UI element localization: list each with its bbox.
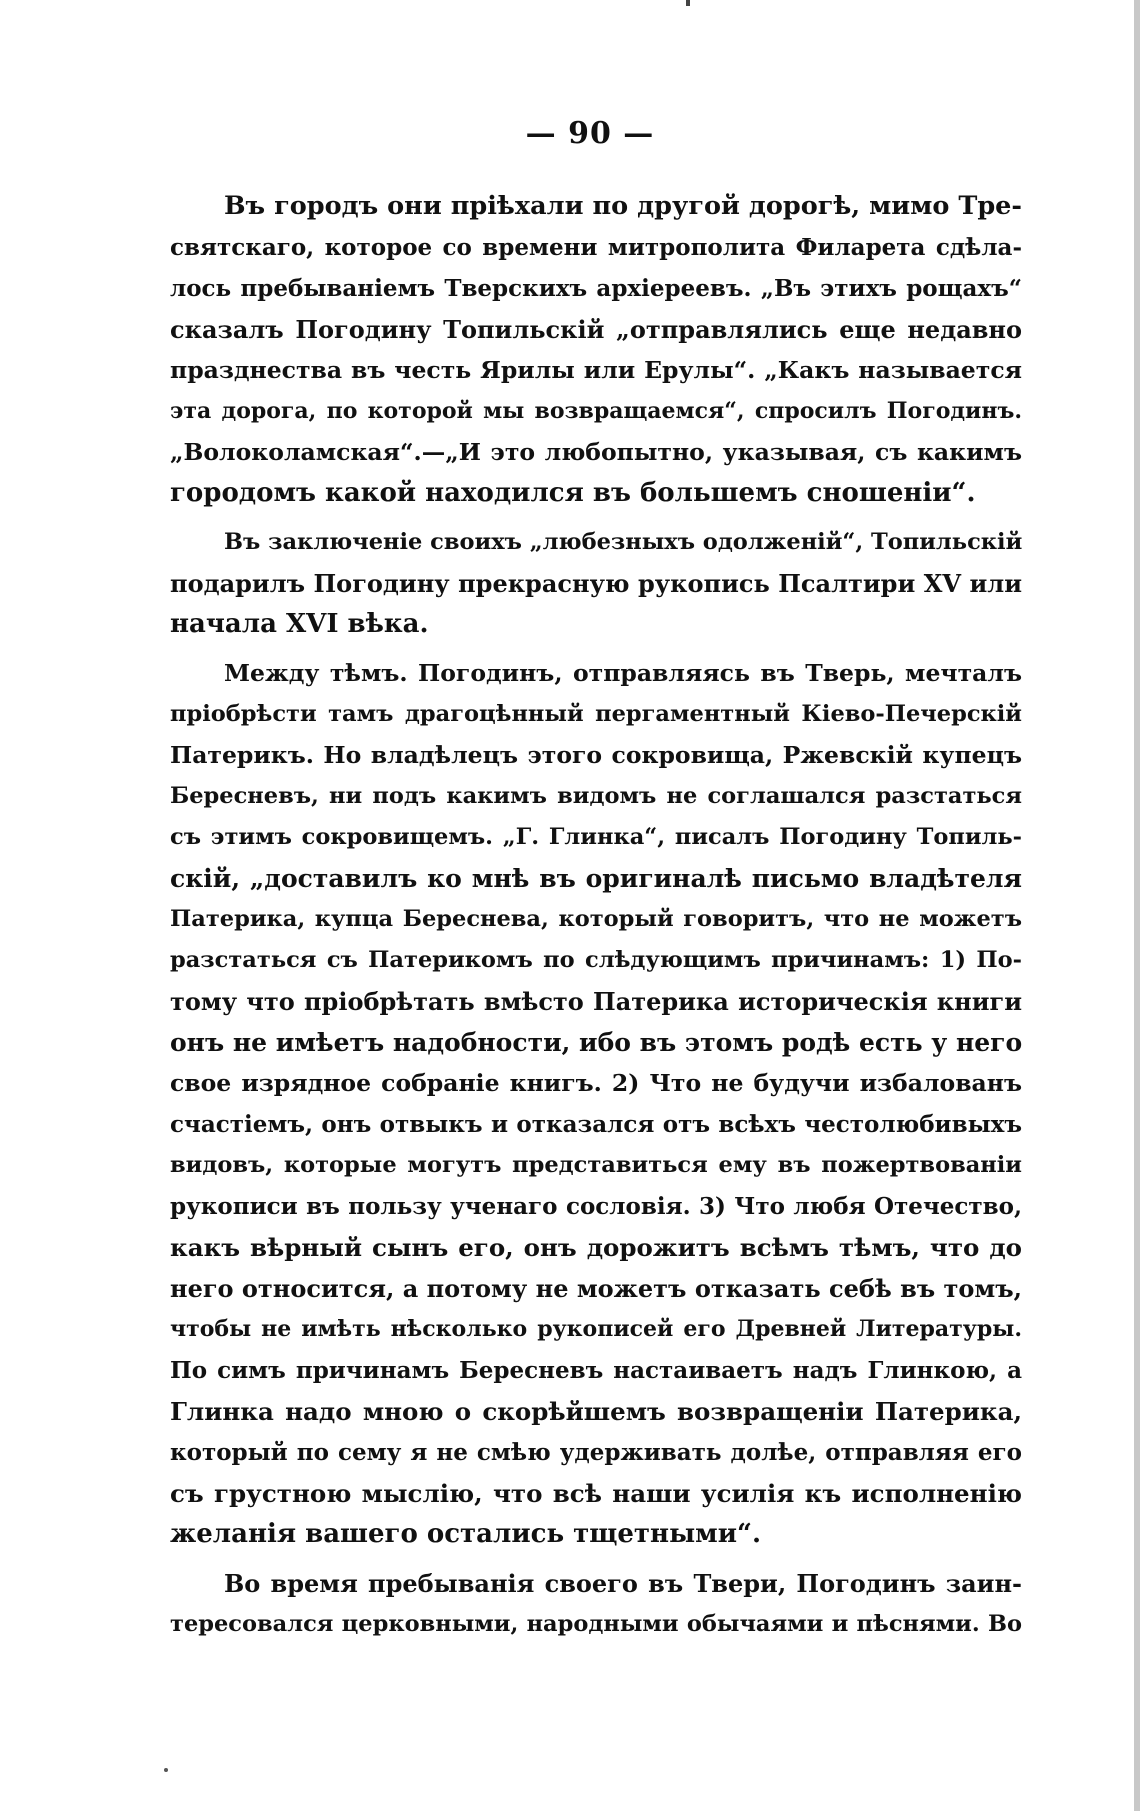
body-text <box>170 186 1022 1653</box>
text-line: скій, „доставилъ ко мнѣ въ оригиналѣ письмо владѣтеля <box>170 864 1022 893</box>
text-line: Между тѣмъ. Погодинъ, отправляясь въ Тверь, мечталъ <box>224 659 1022 687</box>
text-line: Въ заключеніе своихъ „любезныхъ одолженій“, Топильскій <box>224 529 1022 555</box>
text-line: подарилъ Погодину прекрасную рукопись Псалтири XV или <box>170 569 1022 598</box>
paragraph-3 <box>170 653 1022 1555</box>
page-edge-shadow <box>1134 0 1140 1811</box>
text-line: съ этимъ сокровищемъ. „Г. Глинка“, писалъ Погодину Топиль- <box>170 824 1022 850</box>
text-line: тому что пріобрѣтать вмѣсто Патерика историческія книги <box>170 987 1022 1016</box>
text-line: „Волоколамская“.—„И это любопытно, указывая, съ какимъ <box>170 438 1022 466</box>
text-line: Бересневъ, ни подъ какимъ видомъ не соглашался разстаться <box>170 783 1022 809</box>
text-line: разстаться съ Патерикомъ по слѣдующимъ причинамъ: 1) По- <box>170 947 1022 973</box>
text-line: желанія вашего остались тщетными“. <box>170 1519 762 1549</box>
text-line: лось пребываніемъ Тверскихъ архіереевъ. „Въ этихъ рощахъ“ <box>170 275 1022 302</box>
text-line: По симъ причинамъ Бересневъ настаиваетъ надъ Глинкою, а <box>170 1357 1022 1384</box>
page-number: — 90 — <box>525 116 655 151</box>
paragraph-4 <box>170 1563 1022 1645</box>
text-line: празднества въ честь Ярилы или Ерулы“. „Какъ называется <box>170 356 1022 384</box>
text-line: Въ городъ они пріѣхали по другой дорогѣ, мимо Тре- <box>224 191 1022 221</box>
text-line: Глинка надо мною о скорѣйшемъ возвращеніи Патерика, <box>170 1397 1022 1426</box>
text-line: эта дорога, по которой мы возвращаемся“, спросилъ Погодинъ. <box>170 398 1022 424</box>
text-line: него относится, а потому не можетъ отказать себѣ въ томъ, <box>170 1274 1022 1303</box>
text-line: Во время пребыванія своего въ Твери, Погодинъ заин- <box>224 1569 1022 1598</box>
text-line: видовъ, которые могутъ представиться ему въ пожертвованіи <box>170 1152 1022 1178</box>
text-line: рукописи въ пользу ученаго сословія. 3) Что любя Отечество, <box>170 1193 1022 1220</box>
text-line: святскаго, которое со времени митрополита Филарета сдѣла- <box>170 234 1022 261</box>
text-line: чтобы не имѣть нѣсколько рукописей его Древней Литературы. <box>170 1316 1022 1342</box>
text-line: Патерика, купца Береснева, который говоритъ, что не можетъ <box>170 906 1022 932</box>
text-line: сказалъ Погодину Топильскій „отправлялись еще недавно <box>170 315 1022 344</box>
text-line: который по сему я не смѣю удерживать долѣе, отправляя его <box>170 1439 1022 1466</box>
paragraph-1 <box>170 186 1022 514</box>
text-line: свое изрядное собраніе книгъ. 2) Что не будучи избалованъ <box>170 1069 1022 1097</box>
paragraph-2 <box>170 522 1022 645</box>
text-line: онъ не имѣетъ надобности, ибо въ этомъ родѣ есть у него <box>170 1028 1022 1057</box>
text-line: пріобрѣсти тамъ драгоцѣнный пергаментный Кіево-Печерскій <box>170 701 1022 727</box>
text-line: Патерикъ. Но владѣлецъ этого сокровища, Ржевскій купецъ <box>170 741 1022 769</box>
scan-speck <box>164 1768 168 1772</box>
text-line: съ грустною мыслію, что всѣ наши усилія къ исполненію <box>170 1479 1022 1508</box>
text-line: городомъ какой находился въ большемъ сношеніи“. <box>170 478 976 508</box>
text-line: тересовался церковными, народными обычаями и пѣснями. Во <box>170 1611 1022 1637</box>
text-line: какъ вѣрный сынъ его, онъ дорожитъ всѣмъ тѣмъ, что до <box>170 1233 1022 1262</box>
text-line: счастіемъ, онъ отвыкъ и отказался отъ всѣхъ честолюбивыхъ <box>170 1111 1022 1138</box>
text-line: начала XVI вѣка. <box>170 609 429 639</box>
scan-mark-top <box>686 0 690 6</box>
